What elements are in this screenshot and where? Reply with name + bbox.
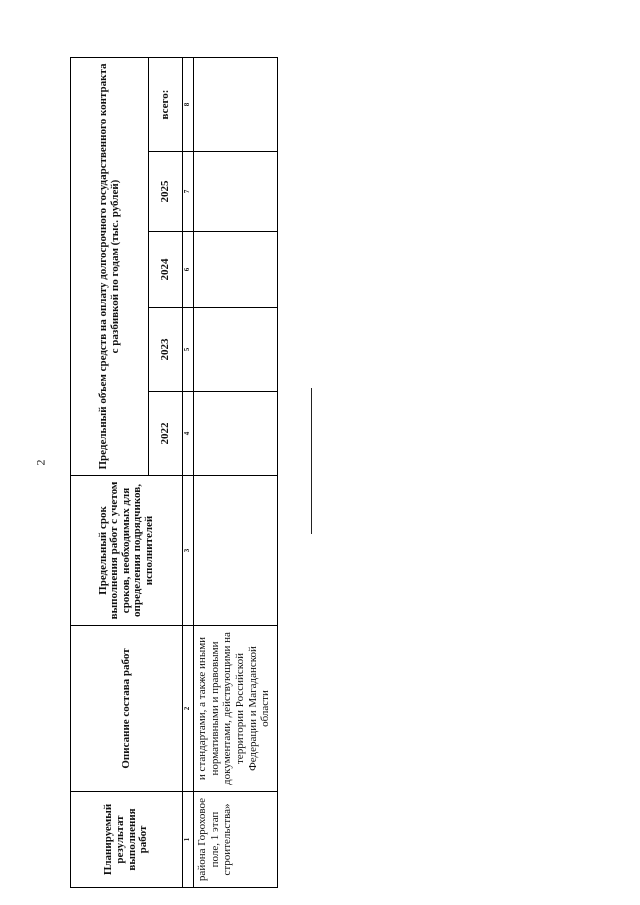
cell-total (194, 58, 278, 152)
cell-planned-result: района Гороховое поле, 1 этап строительства» (194, 792, 278, 888)
column-number: 1 (183, 792, 194, 888)
header-work-description: Описание состава работ (71, 626, 183, 792)
column-number: 4 (183, 392, 194, 476)
cell-work-description: и стандартами, а также иными нормативными и правовыми документами, действующими на территории Российской Федерации и Магаданской области (194, 626, 278, 792)
cell-2022 (194, 392, 278, 476)
header-year-2025: 2025 (149, 152, 183, 232)
header-year-2022: 2022 (149, 392, 183, 476)
cell-2023 (194, 308, 278, 392)
column-number: 3 (183, 476, 194, 626)
column-number: 6 (183, 232, 194, 308)
column-number: 2 (183, 626, 194, 792)
contract-table (70, 57, 278, 888)
separator-line (311, 388, 312, 534)
header-year-2023: 2023 (149, 308, 183, 392)
page-number: 2 (33, 459, 48, 466)
column-number: 5 (183, 308, 194, 392)
header-total: всего: (149, 58, 183, 152)
header-year-2024: 2024 (149, 232, 183, 308)
cell-2025 (194, 152, 278, 232)
header-planned-result: Планируемый результат выполнения работ (71, 792, 183, 888)
header-deadline: Предельный срок выполнения работ с учетом сроков, необходимых для определения подрядчиков, исполнителей (71, 476, 183, 626)
column-number: 8 (183, 58, 194, 152)
column-number: 7 (183, 152, 194, 232)
cell-2024 (194, 232, 278, 308)
header-funding-group: Предельный объем средств на оплату долгосрочного государственного контракта с разбивкой по годам (тыс. рублей) (71, 58, 149, 476)
cell-deadline (194, 476, 278, 626)
rotated-table-wrapper (70, 58, 278, 888)
